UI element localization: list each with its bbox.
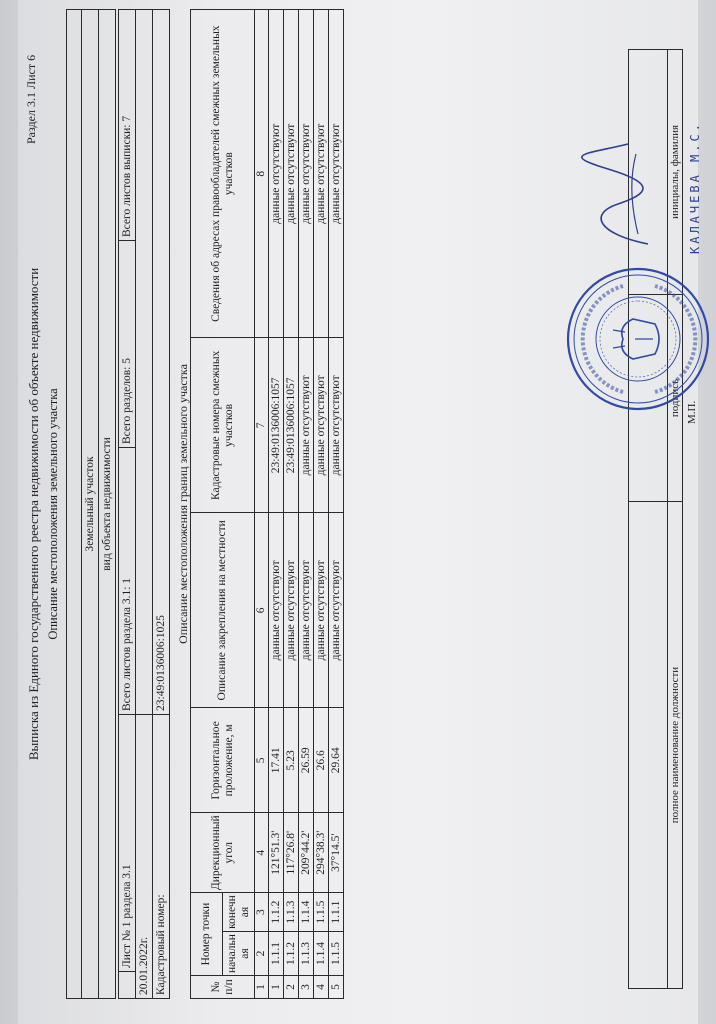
handwritten-name: КАЛАЧЕВА М.С. — [688, 121, 702, 254]
cell-addresses: данные отсутствуют — [329, 10, 344, 338]
col-addresses-header: Сведения об адресах правообладателей смежных земельных участков — [191, 10, 255, 338]
rotated-page — [18, 0, 716, 1024]
cell-end: 1.1.3 — [284, 893, 299, 932]
cadastral-number: 23:49:0136006:1025 — [153, 10, 170, 715]
cell-end: 1.1.4 — [299, 893, 314, 932]
cell-num: 2 — [284, 976, 299, 999]
cell-angle: 121°51.3' — [269, 813, 284, 893]
cell-start: 1.1.4 — [314, 932, 329, 976]
extract-date: 20.01.2022г. — [136, 715, 153, 999]
paper-sheet — [18, 0, 702, 1024]
cell-angle: 37°14.5' — [329, 813, 344, 893]
col-end-header: конечн ая — [223, 893, 255, 932]
cadastral-label: Кадастровый номер: — [153, 715, 170, 999]
cell-end: 1.1.1 — [329, 893, 344, 932]
sign-caption: подпись — [667, 295, 682, 502]
position-caption: полное наименование должности — [667, 502, 682, 989]
boundary-table — [190, 9, 344, 999]
col-number: 8 — [255, 10, 269, 338]
cell-addresses: данные отсутствуют — [269, 10, 284, 338]
object-type-caption: вид объекта недвижимости — [99, 10, 116, 999]
sections-total: Всего разделов: 5 — [119, 241, 136, 448]
cell-neighbors: данные отсутствуют — [314, 338, 329, 513]
cell-fixing: данные отсутствуют — [314, 513, 329, 708]
handwritten-signature-icon — [578, 134, 668, 254]
table-row — [299, 10, 314, 999]
cell-distance: 17.41 — [269, 708, 284, 813]
sheet-number: Лист № 1 раздела 3.1 — [119, 715, 136, 972]
document-subtitle: Описание местоположения земельного участка — [46, 388, 60, 640]
col-number: 1 — [255, 976, 269, 999]
object-type-box — [66, 9, 116, 999]
col-number: 7 — [255, 338, 269, 513]
table-row — [269, 10, 284, 999]
cell-end: 1.1.5 — [314, 893, 329, 932]
col-number: 6 — [255, 513, 269, 708]
cell-angle: 294°38.3' — [314, 813, 329, 893]
cell-num: 5 — [329, 976, 344, 999]
table-row — [284, 10, 299, 999]
cell-addresses: данные отсутствуют — [299, 10, 314, 338]
col-number: 3 — [255, 893, 269, 932]
cell-num: 3 — [299, 976, 314, 999]
cell-num: 4 — [314, 976, 329, 999]
cell-addresses: данные отсутствуют — [284, 10, 299, 338]
col-point-header: Номер точки — [191, 893, 223, 976]
cell-angle: 209°44.2' — [299, 813, 314, 893]
cell-num: 1 — [269, 976, 284, 999]
col-start-header: начальн ая — [223, 932, 255, 976]
cell-start: 1.1.2 — [284, 932, 299, 976]
col-angle-header: Дирекционный угол — [191, 813, 255, 893]
cell-distance: 26.59 — [299, 708, 314, 813]
col-neighbors-header: Кадастровые номера смежных участков — [191, 338, 255, 513]
cell-fixing: данные отсутствуют — [329, 513, 344, 708]
cell-distance: 5.23 — [284, 708, 299, 813]
column-numbers-row — [255, 10, 269, 999]
table-caption: Описание местоположения границ земельного участка — [176, 364, 190, 644]
cell-fixing: данные отсутствуют — [269, 513, 284, 708]
document-title: Выписка из Единого государственного реестра недвижимости об объекте недвижимости — [26, 267, 41, 761]
object-type-value: Земельный участок — [82, 10, 99, 999]
official-stamp-icon — [563, 264, 713, 414]
cell-distance: 29.64 — [329, 708, 344, 813]
cell-start: 1.1.3 — [299, 932, 314, 976]
col-distance-header: Горизонтальное проложение, м — [191, 708, 255, 813]
cell-angle: 117°26.8' — [284, 813, 299, 893]
sheets-in-section: Всего листов раздела 3.1: 1 — [119, 448, 136, 715]
cell-neighbors: данные отсутствуют — [299, 338, 314, 513]
cell-start: 1.1.5 — [329, 932, 344, 976]
col-number: 4 — [255, 813, 269, 893]
cell-fixing: данные отсутствуют — [284, 513, 299, 708]
mp-label: М.П. — [686, 400, 698, 424]
name-caption: инициалы, фамилия — [667, 50, 682, 295]
cell-end: 1.1.2 — [269, 893, 284, 932]
table-row — [329, 10, 344, 999]
meta-box — [118, 9, 170, 999]
sheets-total: Всего листов выписки: 7 — [119, 10, 136, 241]
cell-start: 1.1.1 — [269, 932, 284, 976]
cell-addresses: данные отсутствуют — [314, 10, 329, 338]
col-number: 5 — [255, 708, 269, 813]
cell-neighbors: 23:49:0136006:1057 — [269, 338, 284, 513]
cell-neighbors: данные отсутствуют — [329, 338, 344, 513]
cell-distance: 26.6 — [314, 708, 329, 813]
col-num-header: № п/п — [191, 976, 255, 999]
cell-fixing: данные отсутствуют — [299, 513, 314, 708]
section-label: Раздел 3.1 Лист 6 — [24, 54, 38, 144]
cell-neighbors: 23:49:0136006:1057 — [284, 338, 299, 513]
col-number: 2 — [255, 932, 269, 976]
table-row — [314, 10, 329, 999]
col-fixing-header: Описание закрепления на местности — [191, 513, 255, 708]
